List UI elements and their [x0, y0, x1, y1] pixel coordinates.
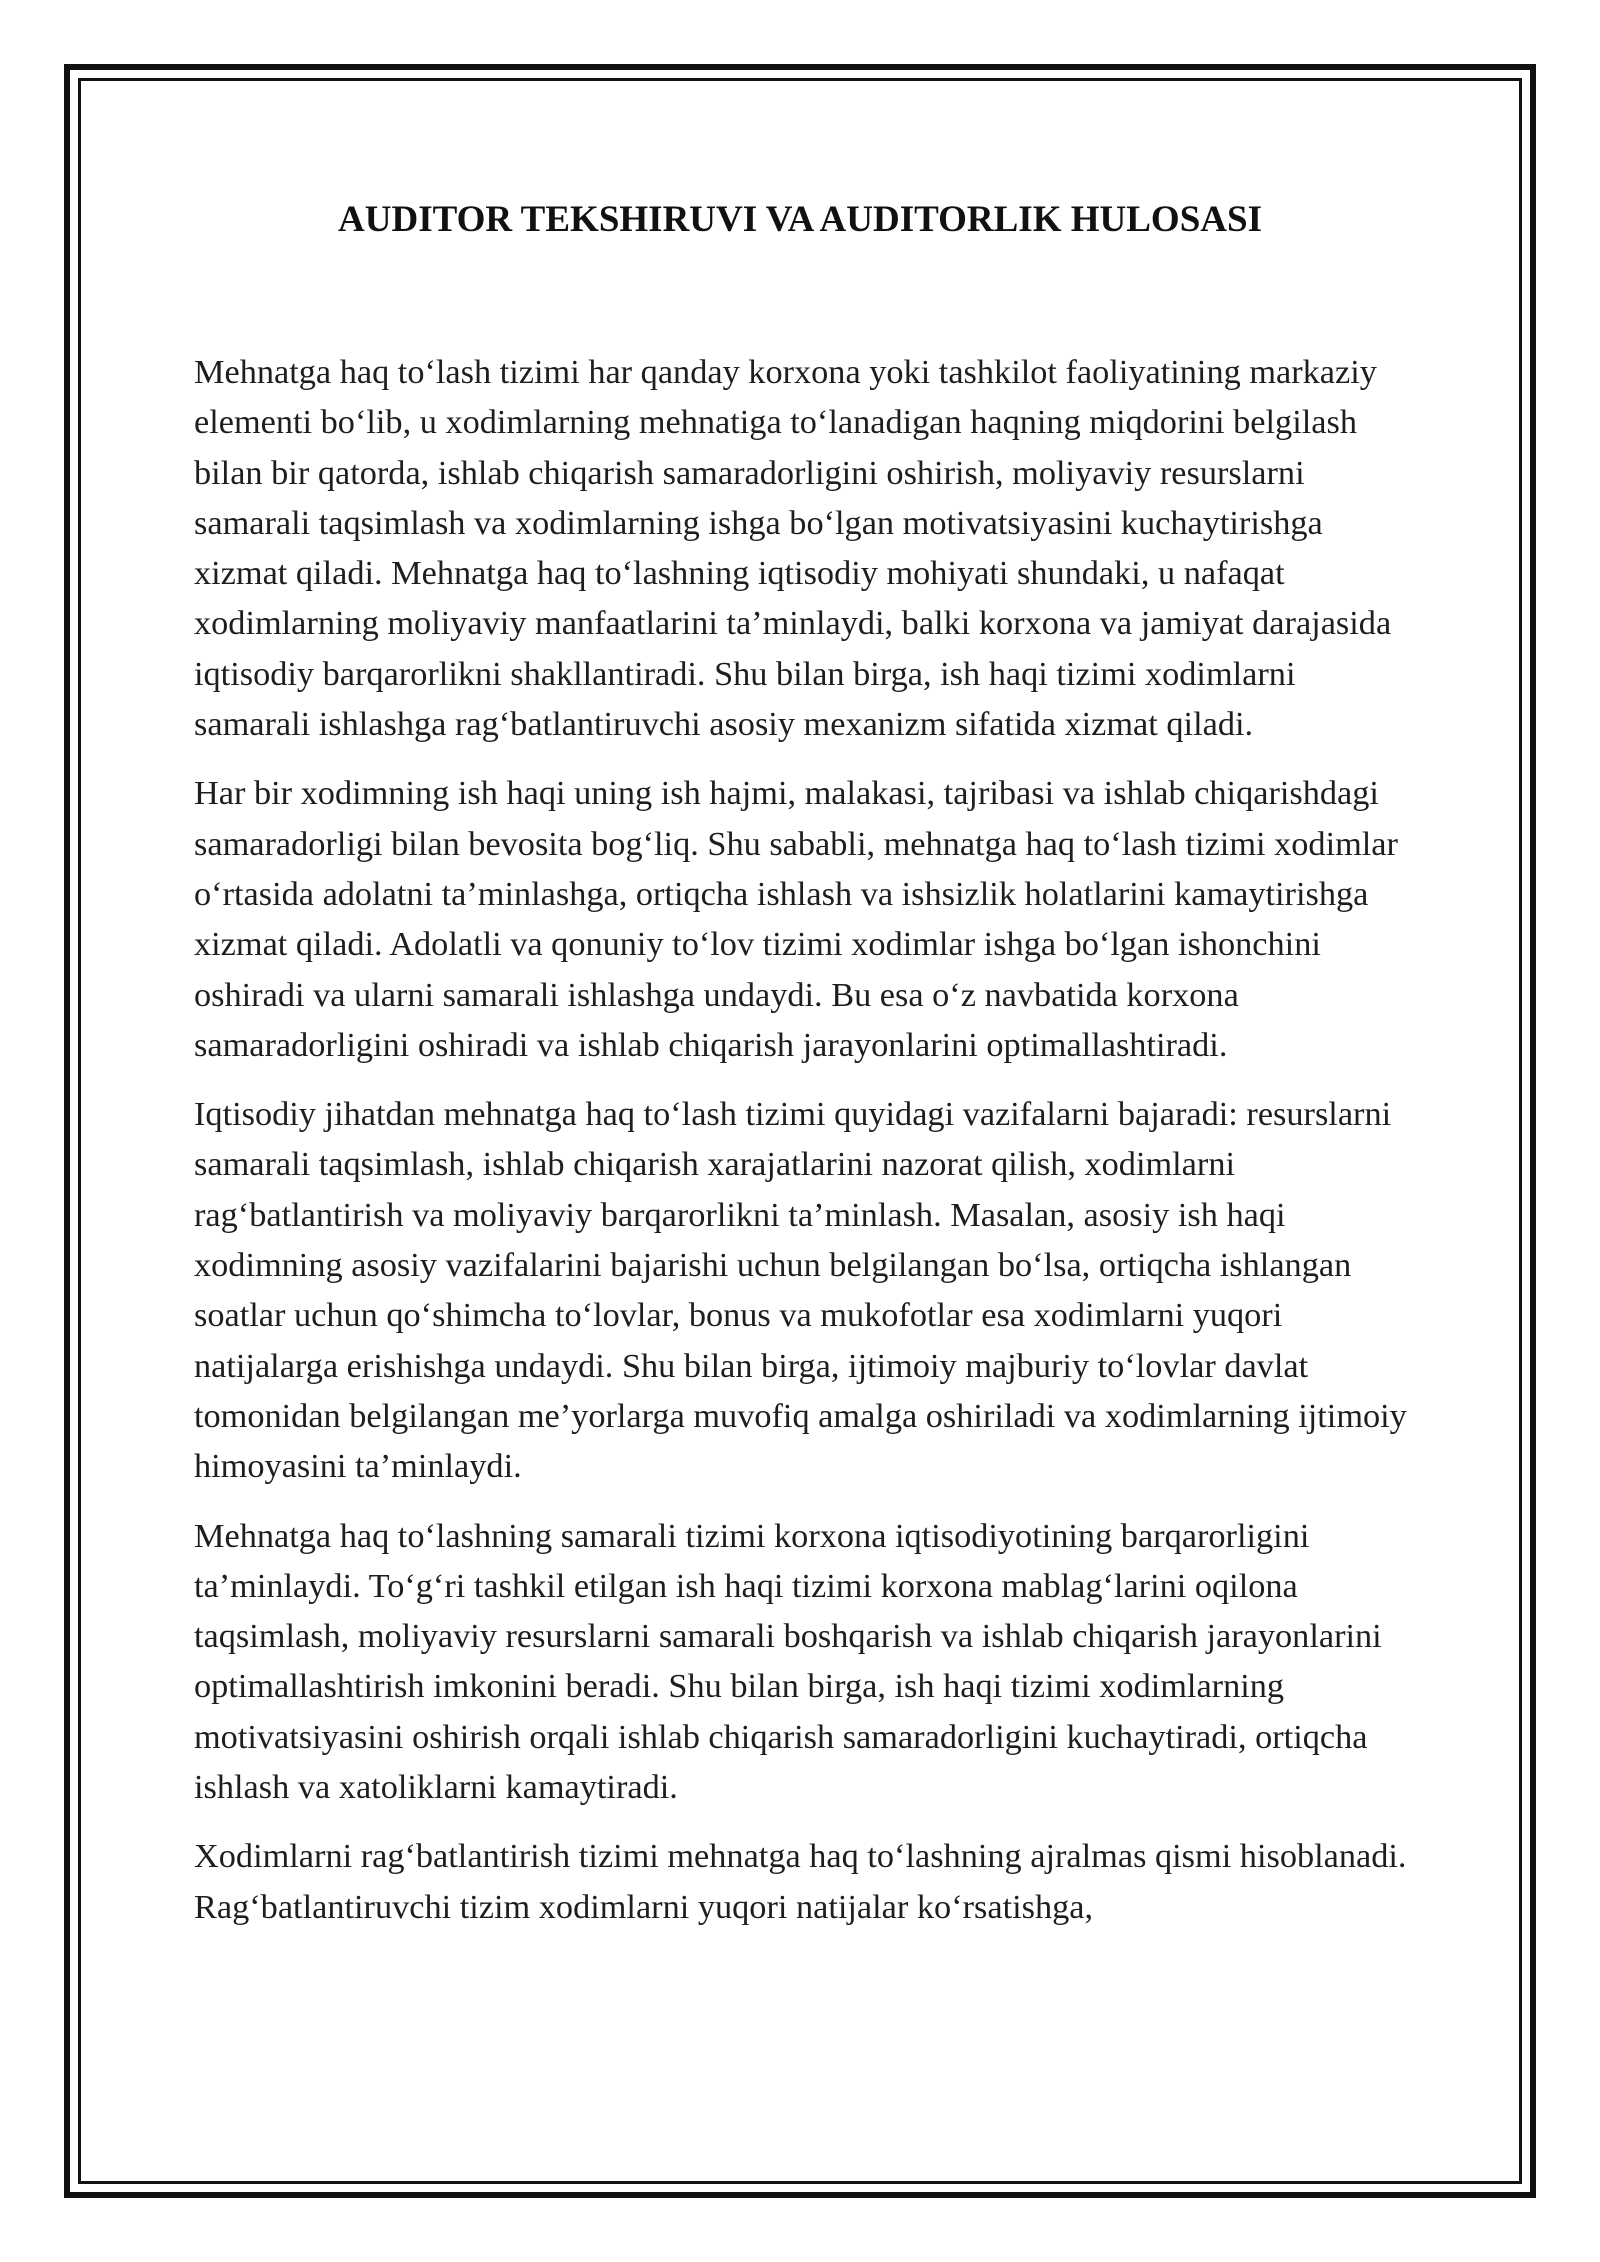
paragraph-4: Mehnatga haq to‘lashning samarali tizimi korxona iqtisodiyotining barqarorligini ta’minlaydi. To‘g‘ri tashkil etilgan ish haqi tizimi korxona mablag‘larini oqilona taqsimlash, moliyaviy resurslarni samarali boshqarish va ishlab chiqarish jarayonlarini optimallashtirish imkonini beradi. Shu bilan birga, ish haqi tizimi xodimlarning motivatsiyasini oshirish orqali ishlab chiqarish samaradorligini kuchaytiradi, ortiqcha ishlash va xatoliklarni kamaytiradi.	[194, 1516, 1382, 1807]
document-title: AUDITOR TEKSHIRUVI VA AUDITORLIK HULOSASI	[338, 199, 1262, 240]
paragraph-5: Xodimlarni rag‘batlantirish tizimi mehnatga haq to‘lashning ajralmas qismi hisoblanadi. Rag‘batlantiruvchi tizim xodimlarni yuqori natijalar ko‘rsatishga,	[194, 1837, 1407, 1926]
document-body	[194, 347, 1414, 1951]
paragraph-1: Mehnatga haq to‘lash tizimi har qanday korxona yoki tashkilot faoliyatining markaziy elementi bo‘lib, u xodimlarning mehnatiga to‘lanadigan haqning miqdorini belgilash bilan bir qatorda, ishlab chiqarish samaradorligini oshirish, moliyaviy resurslarni samarali taqsimlash va xodimlarning ishga bo‘lgan motivatsiyasini kuchaytirishga xizmat qiladi. Mehnatga haq to‘lashning iqtisodiy mohiyati shundaki, u nafaqat xodimlarning moliyaviy manfaatlarini ta’minlaydi, balki korxona va jamiyat darajasida iqtisodiy barqarorlikni shakllantiradi. Shu bilan birga, ish haqi tizimi xodimlarni samarali ishlashga rag‘batlantiruvchi asosiy mexanizm sifatida xizmat qiladi.	[194, 353, 1392, 744]
paragraph-2: Har bir xodimning ish haqi uning ish hajmi, malakasi, tajribasi va ishlab chiqarishdagi samaradorligi bilan bevosita bog‘liq. Shu sababli, mehnatga haq to‘lash tizimi xodimlar o‘rtasida adolatni ta’minlashga, ortiqcha ishlash va ishsizlik holatlarini kamaytirishga xizmat qiladi. Adolatli va qonuniy to‘lov tizimi xodimlar ishga bo‘lgan ishonchini oshiradi va ularni samarali ishlashga undaydi. Bu esa o‘z navbatida korxona samaradorligini oshiradi va ishlab chiqarish jarayonlarini optimallashtiradi.	[194, 774, 1398, 1064]
paragraph-3: Iqtisodiy jihatdan mehnatga haq to‘lash tizimi quyidagi vazifalarni bajaradi: resurslarni samarali taqsimlash, ishlab chiqarish xarajatlarini nazorat qilish, xodimlarni rag‘batlantirish va moliyaviy barqarorlikni ta’minlash. Masalan, asosiy ish haqi xodimning asosiy vazifalarini bajarishi uchun belgilangan bo‘lsa, ortiqcha ishlangan soatlar uchun qo‘shimcha to‘lovlar, bonus va mukofotlar esa xodimlarni yuqori natijalarga erishishga undaydi. Shu bilan birga, ijtimoiy majburiy to‘lovlar davlat tomonidan belgilangan me’yorlarga muvofiq amalga oshiriladi va xodimlarning ijtimoiy himoyasini ta’minlaydi.	[194, 1095, 1407, 1486]
